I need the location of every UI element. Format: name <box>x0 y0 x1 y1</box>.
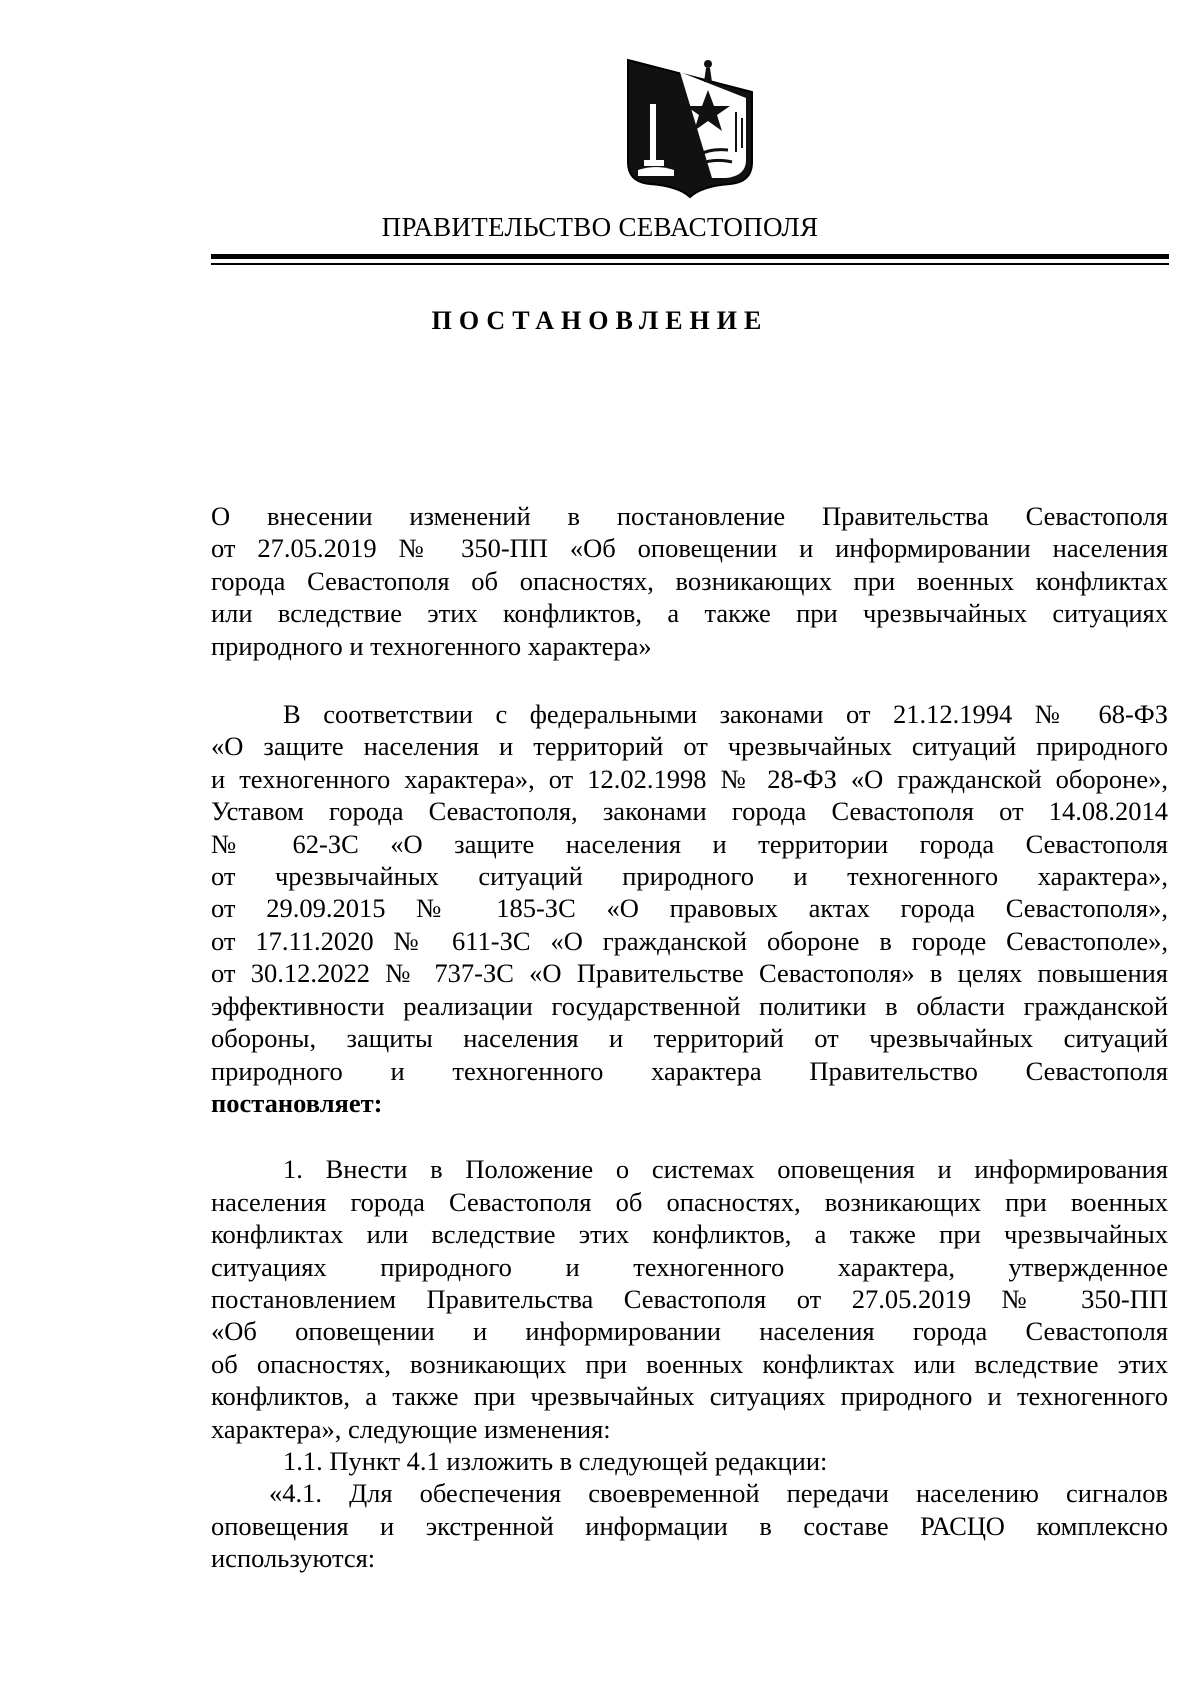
item-4-1-line: используются: <box>211 1543 376 1574</box>
title-line: или вследствие этих конфликтов, а также при чрезвычайных ситуациях <box>211 598 1168 629</box>
item-1-line: об опасностях, возникающих при военных конфликтах или вследствие этих <box>211 1348 1168 1379</box>
item-1-line: 1. Внести в Положение о системах оповещения и информирования <box>283 1154 1168 1185</box>
preamble-line: природного и техногенного характера Правительство Севастополя <box>211 1055 1168 1086</box>
document-body <box>211 500 1168 1575</box>
preamble-line: В соответствии с федеральными законами от 21.12.1994 № 68-ФЗ <box>283 699 1168 730</box>
header-rule-thin <box>211 263 1169 265</box>
item-1-line: характера», следующие изменения: <box>211 1413 611 1444</box>
preamble-line: обороны, защиты населения и территорий от чрезвычайных ситуаций <box>211 1023 1168 1054</box>
item-1-line: конфликтов, а также при чрезвычайных ситуациях природного и техногенного <box>211 1381 1168 1412</box>
preamble-line: от чрезвычайных ситуаций природного и техногенного характера», <box>211 861 1168 892</box>
item-1-line: «Об оповещении и информировании населения города Севастополя <box>211 1316 1168 1347</box>
item-1-line: населения города Севастополя об опасностях, возникающих при военных <box>211 1186 1168 1217</box>
header-rule-thick <box>211 254 1169 259</box>
preamble-line: «О защите населения и территорий от чрезвычайных ситуаций природного <box>211 731 1168 762</box>
preamble-line: эффективности реализации государственной политики в области гражданской <box>211 990 1168 1021</box>
preamble-line: Уставом города Севастополя, законами города Севастополя от 14.08.2014 <box>211 796 1168 827</box>
resolves-line <box>211 1087 1168 1119</box>
title-line: города Севастополя об опасностях, возникающих при военных конфликтах <box>211 565 1168 596</box>
document-type-heading: ПОСТАНОВЛЕНИЕ <box>431 306 769 335</box>
preamble-line: от 17.11.2020 № 611-ЗС «О гражданской обороне в городе Севастополе», <box>211 925 1168 956</box>
preamble-line: от 29.09.2015 № 185-ЗС «О правовых актах города Севастополя», <box>211 893 1168 924</box>
item-1-line: конфликтах или вследствие этих конфликтов, а также при чрезвычайных <box>211 1219 1168 1250</box>
item-1-paragraph <box>211 1153 1168 1445</box>
item-1-1-paragraph <box>211 1445 1168 1477</box>
preamble-line: и техногенного характера», от 12.02.1998 № 28-ФЗ «О гражданской обороне», <box>211 763 1168 794</box>
resolves-word: постановляет: <box>211 1087 383 1118</box>
item-1-1-line: 1.1. Пункт 4.1 изложить в следующей редакции: <box>283 1445 828 1476</box>
preamble-paragraph <box>211 698 1168 1119</box>
title-line: О внесении изменений в постановление Правительства Севастополя <box>211 501 1168 531</box>
title-line: природного и техногенного характера» <box>211 630 652 661</box>
item-4-1-paragraph <box>211 1477 1168 1574</box>
government-title: ПРАВИТЕЛЬСТВО СЕВАСТОПОЛЯ <box>381 212 819 242</box>
item-4-1-line: оповещения и экстренной информации в составе РАСЦО комплексно <box>211 1510 1168 1541</box>
preamble-line: от 30.12.2022 № 737-ЗС «О Правительстве Севастополя» в целях повышения <box>211 958 1168 989</box>
resolution-title <box>211 500 1168 662</box>
title-line: от 27.05.2019 № 350-ПП «Об оповещении и информировании населения <box>211 533 1168 564</box>
sevastopol-coat-of-arms-icon <box>620 52 760 202</box>
item-4-1-line: «4.1. Для обеспечения своевременной передачи населению сигналов <box>269 1478 1168 1509</box>
item-1-line: ситуациях природного и техногенного характера, утвержденное <box>211 1251 1168 1282</box>
item-1-line: постановлением Правительства Севастополя от 27.05.2019 № 350-ПП <box>211 1283 1168 1314</box>
preamble-line: № 62-ЗС «О защите населения и территории города Севастополя <box>211 828 1168 859</box>
